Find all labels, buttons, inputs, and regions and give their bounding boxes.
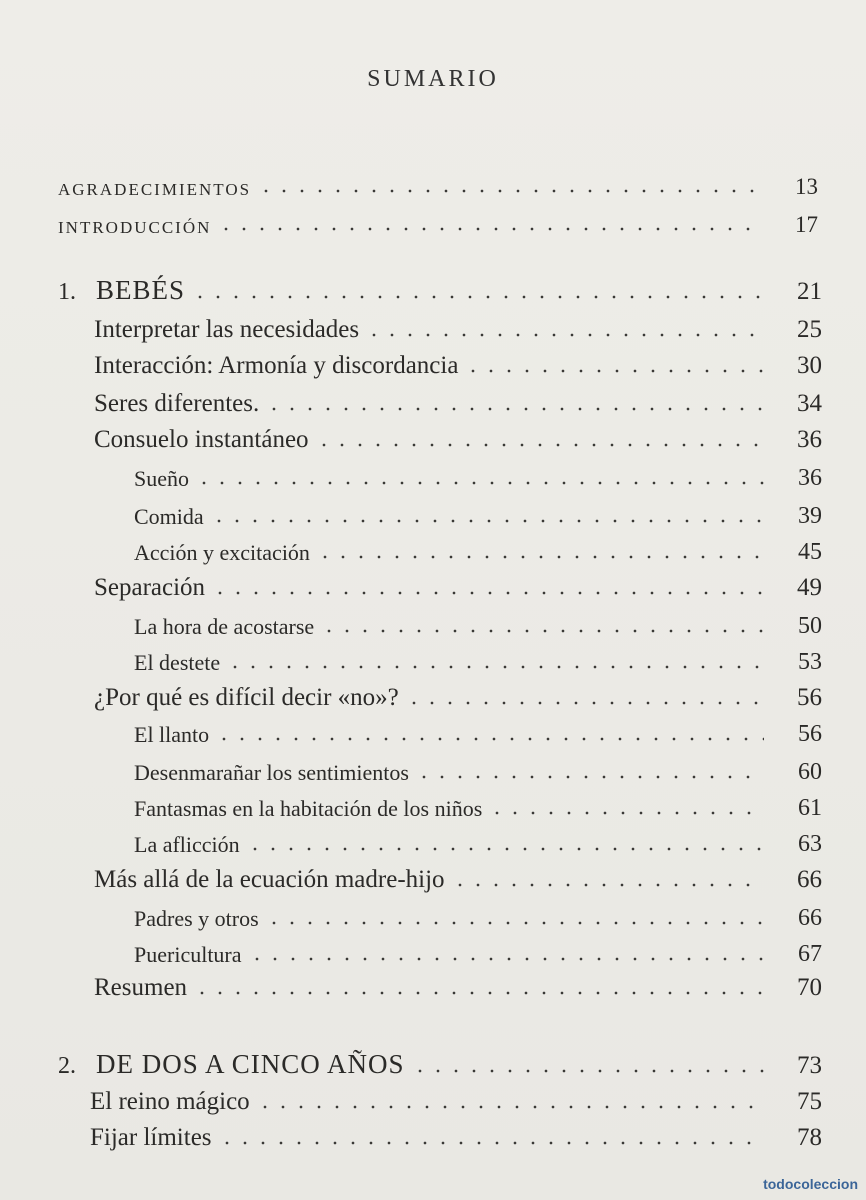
dot-leader	[211, 578, 764, 596]
toc-entry[interactable]	[134, 606, 822, 640]
toc-entry[interactable]	[94, 678, 822, 712]
entry-page-number: 21	[797, 278, 822, 305]
dot-leader	[464, 356, 764, 374]
entry-page-number: 73	[797, 1052, 822, 1079]
entry-label: Desenmarañar los sentimientos	[134, 760, 409, 785]
entry-page-number: 67	[798, 941, 822, 967]
toc-entry-chapter-1[interactable]	[58, 272, 822, 306]
dot-leader	[195, 468, 764, 486]
entry-page-number: 45	[798, 539, 822, 565]
entry-page-number: 70	[797, 974, 822, 1001]
entry-page-number: 30	[797, 352, 822, 379]
entry-label: Interacción: Armonía y discordancia	[94, 352, 459, 379]
toc-entry[interactable]	[134, 642, 822, 676]
dot-leader	[217, 214, 760, 232]
toc-entry[interactable]	[134, 714, 822, 748]
entry-page-number: 39	[798, 503, 822, 529]
entry-page-number: 34	[797, 390, 822, 417]
entry-page-number: 75	[797, 1088, 822, 1115]
dot-leader	[246, 834, 764, 852]
toc-entry[interactable]	[134, 824, 822, 858]
entry-page-number: 49	[797, 574, 822, 601]
dot-leader	[226, 652, 764, 670]
entry-label: AGRADECIMIENTOS	[58, 180, 252, 199]
dot-leader	[405, 688, 764, 706]
dot-leader	[193, 978, 764, 996]
entry-label: Acción y excitación	[134, 540, 310, 565]
toc-entry[interactable]	[134, 532, 822, 566]
entry-page-number: 78	[797, 1124, 822, 1151]
entry-page-number: 36	[797, 426, 822, 453]
entry-page-number: 66	[798, 905, 822, 931]
toc-entry[interactable]	[134, 788, 822, 822]
entry-label: El llanto	[134, 722, 210, 747]
entry-label: INTRODUCCIÓN	[58, 218, 212, 237]
toc-entry-chapter-2[interactable]	[58, 1046, 822, 1080]
entry-label: Resumen	[94, 974, 188, 1001]
dot-leader	[248, 944, 764, 962]
entry-label: Puericultura	[134, 942, 242, 967]
dot-leader	[218, 1128, 764, 1146]
dot-leader	[265, 394, 764, 412]
toc-entry-agradecimientos[interactable]	[58, 166, 818, 200]
watermark-logo	[763, 1176, 858, 1192]
dot-leader	[256, 1092, 764, 1110]
entry-page-number: 36	[798, 465, 822, 491]
toc-entry[interactable]	[94, 860, 822, 894]
dot-leader	[215, 724, 764, 742]
toc-entry[interactable]	[134, 458, 822, 492]
entry-label: Padres y otros	[134, 906, 259, 931]
entry-page-number: 17	[795, 212, 818, 237]
toc-entry[interactable]	[134, 496, 822, 530]
entry-label: DE DOS A CINCO AÑOS	[96, 1049, 405, 1079]
entry-label: La hora de acostarse	[134, 614, 315, 639]
dot-leader	[315, 430, 764, 448]
entry-label: La aflicción	[134, 832, 240, 857]
toc-entry[interactable]	[94, 968, 822, 1002]
entry-page-number: 56	[797, 684, 822, 711]
dot-leader	[257, 176, 760, 194]
entry-label: Seres diferentes.	[94, 390, 260, 417]
entry-label: El reino mágico	[90, 1088, 250, 1115]
entry-page-number: 53	[798, 649, 822, 675]
dot-leader	[265, 908, 764, 926]
entry-label: Más allá de la ecuación madre-hijo	[94, 866, 445, 893]
entry-label: Fijar límites	[90, 1124, 212, 1151]
entry-label: Sueño	[134, 466, 189, 491]
toc-entry[interactable]	[134, 898, 822, 932]
entry-label: Fantasmas en la habitación de los niños	[134, 796, 483, 821]
chapter-number: 2.	[58, 1053, 76, 1079]
dot-leader	[320, 616, 764, 634]
toc-entry[interactable]	[90, 1082, 822, 1116]
toc-entry[interactable]	[94, 568, 822, 602]
toc-entry[interactable]	[134, 934, 822, 968]
toc-entry[interactable]	[94, 420, 822, 454]
entry-page-number: 25	[797, 316, 822, 343]
entry-label: BEBÉS	[96, 275, 186, 305]
entry-label: Interpretar las necesidades	[94, 316, 360, 343]
entry-label: El destete	[134, 650, 221, 675]
toc-entry[interactable]	[90, 1118, 822, 1152]
dot-leader	[488, 798, 764, 816]
dot-leader	[365, 320, 764, 338]
dot-leader	[451, 870, 764, 888]
entry-label: Separación	[94, 574, 206, 601]
entry-page-number: 13	[795, 174, 818, 199]
entry-page-number: 60	[798, 759, 822, 785]
chapter-number: 1.	[58, 279, 76, 305]
entry-page-number: 50	[798, 613, 822, 639]
dot-leader	[316, 542, 764, 560]
toc-entry[interactable]	[94, 346, 822, 380]
entry-label: Consuelo instantáneo	[94, 426, 309, 453]
toc-entry[interactable]	[134, 752, 822, 786]
toc-entry-introduccion[interactable]	[58, 204, 818, 238]
watermark-text: todocoleccion	[763, 1176, 858, 1192]
entry-page-number: 61	[798, 795, 822, 821]
dot-leader	[191, 282, 764, 300]
dot-leader	[210, 506, 764, 524]
dot-leader	[415, 762, 764, 780]
entry-label: ¿Por qué es difícil decir «no»?	[94, 684, 399, 711]
dot-leader	[411, 1056, 764, 1074]
toc-entry[interactable]	[94, 310, 822, 344]
page-title: SUMARIO	[367, 66, 499, 92]
entry-page-number: 66	[797, 866, 822, 893]
entry-page-number: 56	[798, 721, 822, 747]
toc-entry[interactable]	[94, 384, 822, 418]
entry-label: Comida	[134, 504, 204, 529]
entry-page-number: 63	[798, 831, 822, 857]
